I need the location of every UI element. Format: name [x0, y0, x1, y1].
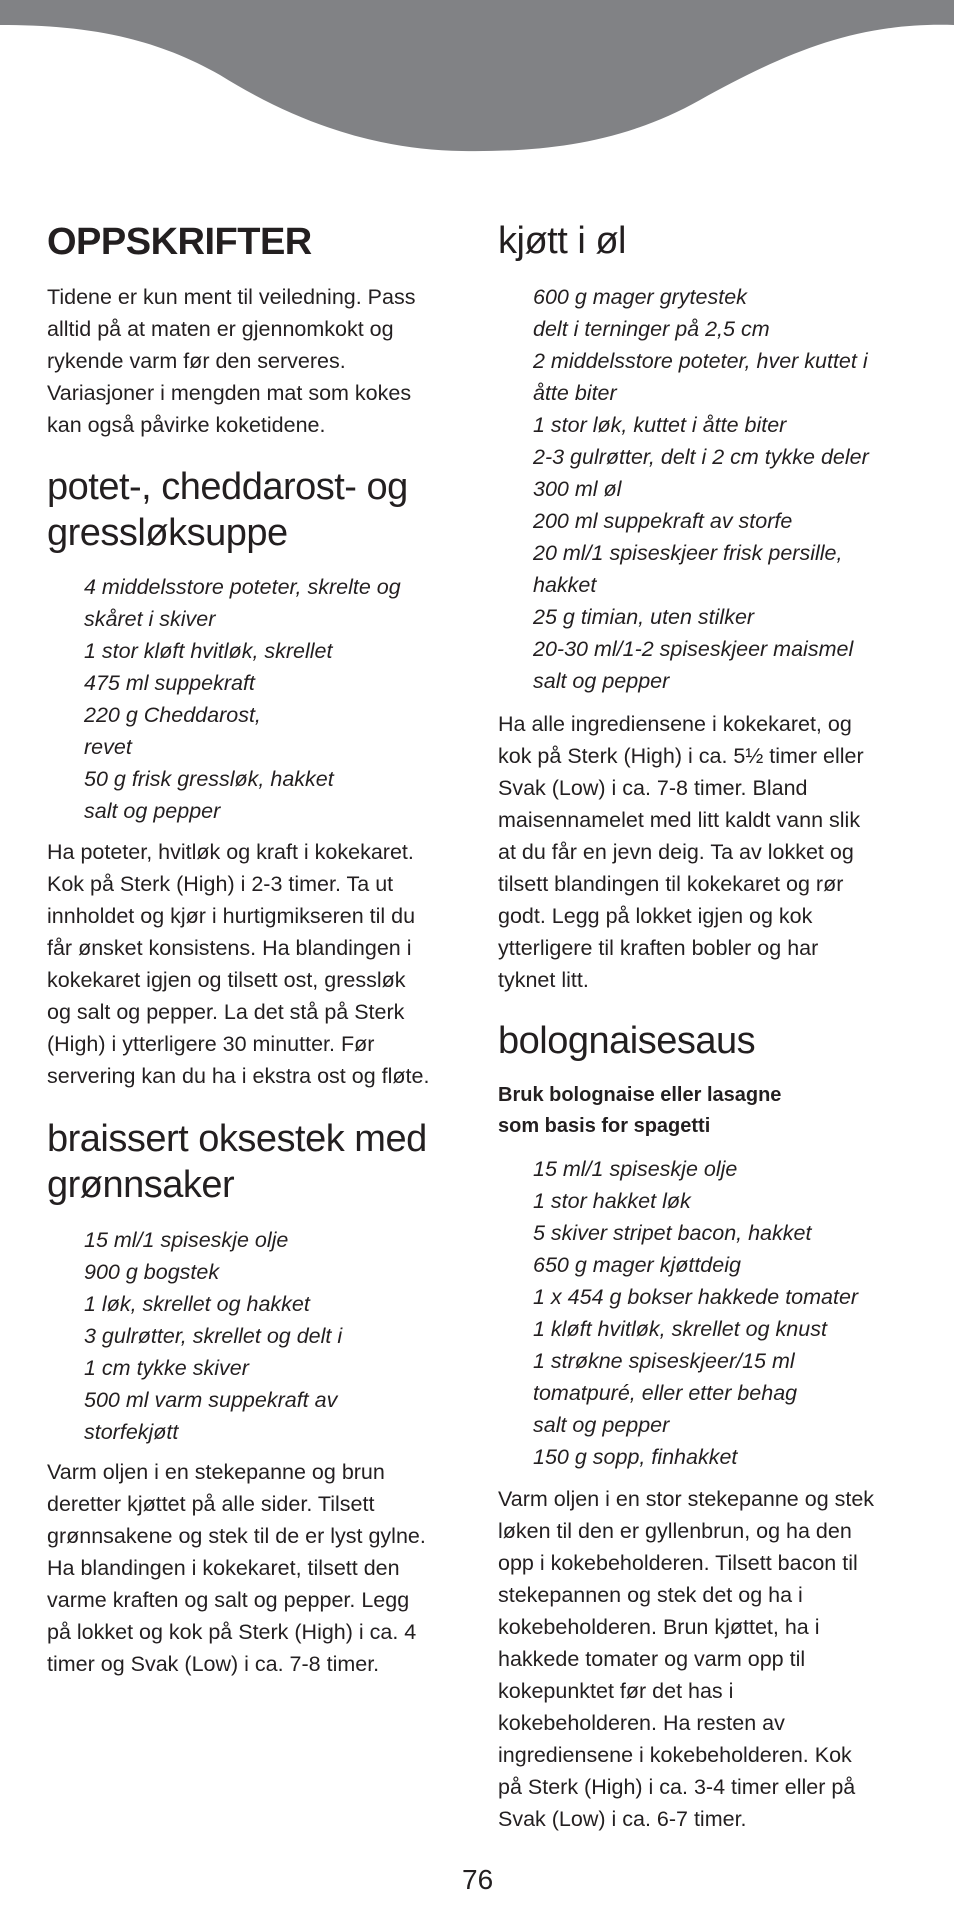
- text-line: deretter kjøttet på alle sider. Tilsett: [47, 1492, 375, 1516]
- text-line: skåret i skiver: [84, 607, 216, 631]
- page-number: 76: [462, 1864, 494, 1895]
- text-line: Ha alle ingrediensene i kokekaret, og: [498, 712, 852, 736]
- method-beef-in-beer: [498, 708, 864, 996]
- method-braised-beef: [47, 1456, 426, 1680]
- text-line: 20-30 ml/1-2 spiseskjeer maismel: [533, 637, 854, 661]
- text-line: 150 g sopp, finhakket: [533, 1445, 738, 1469]
- text-line: 650 g mager kjøttdeig: [533, 1253, 741, 1277]
- text-line: løken til den er gyllenbrun, og ha den: [498, 1519, 852, 1543]
- text-line: 1 kløft hvitløk, skrellet og knust: [533, 1317, 827, 1341]
- text-line: braissert oksestek med: [47, 1118, 427, 1160]
- text-line: potet-, cheddarost- og: [47, 466, 408, 508]
- text-line: 50 g frisk gressløk, hakket: [84, 767, 334, 791]
- text-line: Varm oljen i en stekepanne og brun: [47, 1460, 385, 1484]
- text-line: stekepannen og stek det og ha i: [498, 1583, 803, 1607]
- recipe-title-bolognaise: [498, 1018, 755, 1064]
- header-wave-decoration: [0, 0, 954, 160]
- text-line: salt og pepper: [533, 1413, 670, 1437]
- text-line: 2-3 gulrøtter, delt i 2 cm tykke deler: [533, 445, 869, 469]
- text-line: Ha poteter, hvitløk og kraft i kokekaret.: [47, 840, 414, 864]
- text-line: grønnsaker: [47, 1164, 235, 1206]
- text-line: maisennamelet med litt kaldt vann slik: [498, 808, 861, 832]
- text-line: åtte biter: [533, 381, 617, 405]
- text-line: 220 g Cheddarost,: [84, 703, 261, 727]
- text-line: 20 ml/1 spiseskjeer frisk persille,: [533, 541, 843, 565]
- text-line: hakket: [533, 573, 597, 597]
- text-line: godt. Legg på lokket igjen og kok: [498, 904, 813, 928]
- recipe-title-potato-soup: [47, 464, 408, 556]
- text-line: revet: [84, 735, 132, 759]
- text-line: Varm oljen i en stor stekepanne og stek: [498, 1487, 875, 1511]
- text-line: 475 ml suppekraft: [84, 671, 255, 695]
- text-line: bolognaisesaus: [498, 1020, 756, 1062]
- text-line: salt og pepper: [84, 799, 221, 823]
- text-line: grønnsakene og stek til de er lyst gylne.: [47, 1524, 426, 1548]
- text-line: Bruk bolognaise eller lasagne: [498, 1084, 782, 1106]
- text-line: kjøtt i øl: [498, 220, 626, 262]
- recipe-title-beef-in-beer: [498, 218, 626, 264]
- method-bolognaise: [498, 1483, 874, 1835]
- text-line: 5 skiver stripet bacon, hakket: [533, 1221, 812, 1245]
- text-line: 15 ml/1 spiseskje olje: [533, 1157, 738, 1181]
- text-line: innholdet og kjør i hurtigmikseren til du: [47, 904, 416, 928]
- text-line: 1 cm tykke skiver: [84, 1356, 249, 1380]
- text-line: 2 middelsstore poteter, hver kuttet i: [533, 349, 868, 373]
- text-line: 900 g bogstek: [84, 1260, 220, 1284]
- text-line: kokepunktet før det has i: [498, 1679, 734, 1703]
- text-line: kokebeholderen. Brun kjøttet, ha i: [498, 1615, 820, 1639]
- ingredients-bolognaise: [533, 1153, 858, 1473]
- text-line: kokekaret igjen og tilsett ost, gressløk: [47, 968, 406, 992]
- text-line: som basis for spagetti: [498, 1115, 711, 1137]
- text-line: 25 g timian, uten stilker: [533, 605, 755, 629]
- text-line: Ha blandingen i kokekaret, tilsett den: [47, 1556, 400, 1580]
- text-line: rykende varm før den serveres.: [47, 349, 346, 373]
- text-line: servering kan du ha i ekstra ost og fløte.: [47, 1064, 430, 1088]
- text-line: tomatpuré, eller etter behag: [533, 1381, 798, 1405]
- intro-text: [47, 281, 415, 441]
- text-line: storfekjøtt: [84, 1420, 179, 1444]
- text-line: 1 løk, skrellet og hakket: [84, 1292, 310, 1316]
- text-line: 15 ml/1 spiseskje olje: [84, 1228, 289, 1252]
- text-line: 1 stor løk, kuttet i åtte biter: [533, 413, 787, 437]
- text-line: på lokket og kok på Sterk (High) i ca. 4: [47, 1620, 417, 1644]
- text-line: 4 middelsstore poteter, skrelte og: [84, 575, 401, 599]
- text-line: Svak (Low) i ca. 7-8 timer. Bland: [498, 776, 808, 800]
- text-line: 200 ml suppekraft av storfe: [533, 509, 793, 533]
- text-line: 1 stor hakket løk: [533, 1189, 691, 1213]
- text-line: delt i terninger på 2,5 cm: [533, 317, 770, 341]
- text-line: 1 x 454 g bokser hakkede tomater: [533, 1285, 859, 1309]
- text-line: Variasjoner i mengden mat som kokes: [47, 381, 412, 405]
- text-line: 600 g mager grytestek: [533, 285, 747, 309]
- text-line: tilsett blandingen til kokekaret og rør: [498, 872, 844, 896]
- text-line: hakkede tomater og varm opp til: [498, 1647, 806, 1671]
- text-line: kokebeholderen. Ha resten av: [498, 1711, 785, 1735]
- text-line: ingrediensene i kokebeholderen. Kok: [498, 1743, 852, 1767]
- text-line: 300 ml øl: [533, 477, 622, 501]
- text-line: 500 ml varm suppekraft av: [84, 1388, 338, 1412]
- text-line: opp i kokebeholderen. Tilsett bacon til: [498, 1551, 858, 1575]
- text-line: Kok på Sterk (High) i 2-3 timer. Ta ut: [47, 872, 394, 896]
- method-potato-soup: [47, 836, 429, 1092]
- text-line: (High) i ytterligere 30 minutter. Før: [47, 1032, 375, 1056]
- text-line: Tidene er kun ment til veiledning. Pass: [47, 285, 416, 309]
- text-line: alltid på at maten er gjennomkokt og: [47, 317, 394, 341]
- recipe-title-braised-beef: [47, 1116, 427, 1208]
- text-line: 1 strøkne spiseskjeer/15 ml: [533, 1349, 795, 1373]
- text-line: Svak (Low) i ca. 6-7 timer.: [498, 1807, 747, 1831]
- text-line: timer og Svak (Low) i ca. 7-8 timer.: [47, 1652, 380, 1676]
- subtitle-bolognaise: [498, 1080, 781, 1142]
- text-line: kok på Sterk (High) i ca. 5½ timer eller: [498, 744, 864, 768]
- text-line: tyknet litt.: [498, 968, 589, 992]
- text-line: og salt og pepper. La det stå på Sterk: [47, 1000, 405, 1024]
- text-line: 1 stor kløft hvitløk, skrellet: [84, 639, 333, 663]
- text-line: salt og pepper: [533, 669, 670, 693]
- text-line: at du får en jevn deig. Ta av lokket og: [498, 840, 854, 864]
- ingredients-braised-beef: [84, 1224, 342, 1448]
- text-line: ytterligere til kraften bobler og har: [498, 936, 819, 960]
- text-line: får ønsket konsistens. Ha blandingen i: [47, 936, 412, 960]
- text-line: 3 gulrøtter, skrellet og delt i: [84, 1324, 343, 1348]
- text-line: varme kraften og salt og pepper. Legg: [47, 1588, 410, 1612]
- ingredients-potato-soup: [84, 571, 401, 827]
- text-line: på Sterk (High) i ca. 3-4 timer eller på: [498, 1775, 856, 1799]
- text-line: kan også påvirke koketidene.: [47, 413, 326, 437]
- ingredients-beef-in-beer: [533, 281, 869, 697]
- text-line: gressløksuppe: [47, 512, 288, 554]
- page-title: OPPSKRIFTER: [47, 221, 312, 263]
